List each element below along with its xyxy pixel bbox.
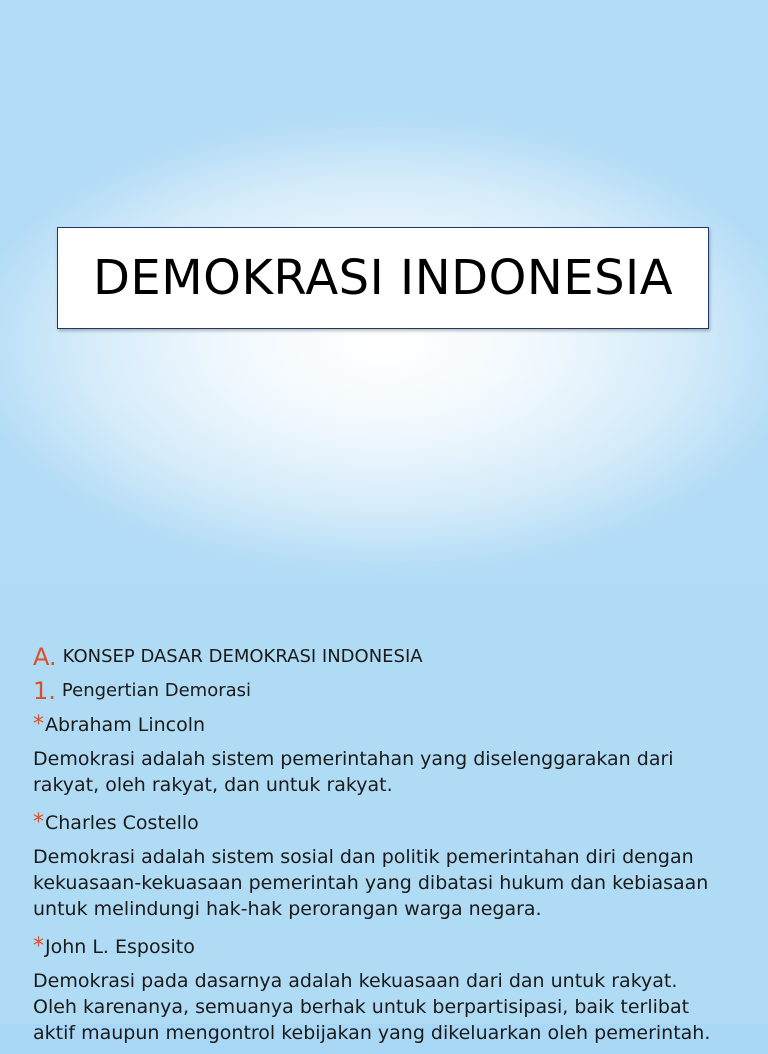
content-slide	[0, 582, 768, 1044]
subsection-marker: 1.	[33, 677, 56, 705]
paragraph-line: aktif maupun mengontrol kebijakan yang dikeluarkan oleh pemerintah.	[33, 1022, 711, 1044]
entry-name: John L. Esposito	[45, 936, 195, 958]
paragraph-line: Oleh karenanya, semuanya berhak untuk berpartisipasi, baik terlibat	[33, 996, 690, 1018]
section-text: KONSEP DASAR DEMOKRASI INDONESIA	[62, 646, 423, 667]
entry-name-row	[33, 806, 733, 840]
entry-paragraph	[33, 968, 733, 1046]
entry-paragraph	[33, 746, 733, 798]
slide-title: DEMOKRASI INDONESIA	[92, 250, 674, 306]
entry-name: Abraham Lincoln	[45, 714, 206, 736]
bullet-star: *	[33, 712, 44, 737]
section-marker: A.	[33, 643, 57, 671]
bullet-star: *	[33, 934, 44, 959]
paragraph-line: Demokrasi adalah sistem sosial dan politik pemerintahan diri dengan	[33, 846, 694, 868]
title-box	[57, 227, 709, 329]
paragraph-line: kekuasaan-kekuasaan pemerintah yang dibatasi hukum dan kebiasaan	[33, 872, 709, 894]
paragraph-line: rakyat, oleh rakyat, dan untuk rakyat.	[33, 774, 393, 796]
entry-name-row	[33, 930, 733, 964]
subsection-heading	[33, 674, 733, 708]
subsection-text: Pengertian Demorasi	[61, 680, 252, 701]
entry-name: Charles Costello	[45, 812, 199, 834]
bullet-star: *	[33, 810, 44, 835]
paragraph-line: Demokrasi adalah sistem pemerintahan yang diselenggarakan dari	[33, 748, 674, 770]
paragraph-line: untuk melindungi hak-hak perorangan warga negara.	[33, 898, 542, 920]
paragraph-line: Demokrasi pada dasarnya adalah kekuasaan dari dan untuk rakyat.	[33, 970, 678, 992]
entry-paragraph	[33, 844, 733, 922]
slide-content	[33, 640, 733, 1054]
entry-name-row	[33, 708, 733, 742]
section-heading	[33, 640, 733, 674]
